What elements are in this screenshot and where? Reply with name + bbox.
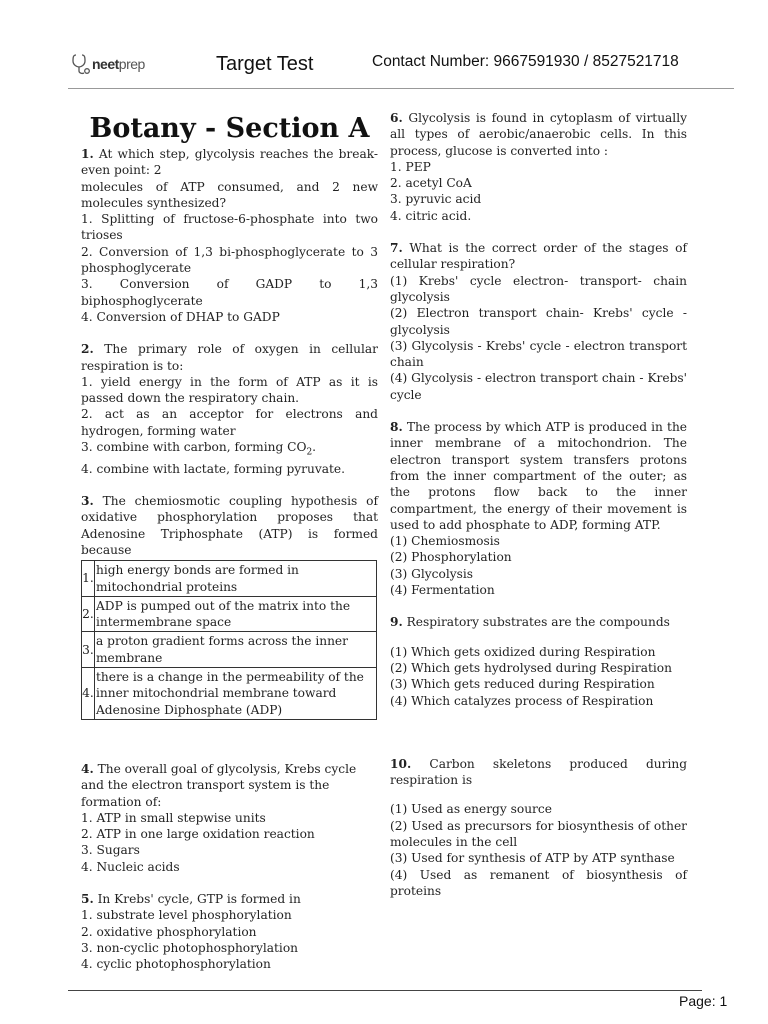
option: 3. non-cyclic photophosphorylation xyxy=(81,940,299,955)
question-text: Carbon skeletons produced during respiration is xyxy=(390,756,688,788)
table-row xyxy=(82,561,377,597)
option: 2. acetyl CoA xyxy=(390,176,472,191)
option: (1) Which gets oxidized during Respiration xyxy=(390,644,656,659)
question-3 xyxy=(81,493,378,720)
option-number: 2. xyxy=(82,596,95,632)
question-text: The chemiosmotic coupling hypothesis of oxidative phosphorylation proposes that Adenosine Triphosphate (ATP) is formed because xyxy=(81,494,378,557)
option: 3. combine with carbon, forming $CO_2$. xyxy=(81,440,317,458)
option: 2. act as an acceptor for electrons and hydrogen, forming water xyxy=(81,407,378,438)
option: 1. PEP xyxy=(390,159,431,174)
question-5 xyxy=(81,891,378,972)
question-number: 10. xyxy=(390,756,412,771)
header-contact: Contact Number: 9667591930 / 8527521718 xyxy=(372,53,679,70)
option: (4) Glycolysis - electron transport chain - Krebs' cycle xyxy=(390,371,687,402)
question-number: 1. xyxy=(81,147,94,161)
option-text: high energy bonds are formed in mitochondrial proteins xyxy=(95,561,377,597)
option: 4. Nucleic acids xyxy=(81,859,180,874)
left-column xyxy=(81,112,378,973)
option: 2. ATP in one large oxidation reaction xyxy=(81,827,315,842)
option: 3. Conversion of GADP to 1,3 biphosphoglycerate xyxy=(81,277,378,308)
question-1 xyxy=(81,146,378,325)
question-number: 9. xyxy=(390,615,403,630)
option: 1. Splitting of fructose-6-phosphate into two trioses xyxy=(81,212,378,243)
option: (2) Used as precursors for biosynthesis of other molecules in the cell xyxy=(390,818,687,849)
option: (4) Used as remanent of biosynthesis of proteins xyxy=(390,867,687,898)
option: (1) Used as energy source xyxy=(390,802,552,817)
question-9 xyxy=(390,614,687,708)
option: 2. Conversion of 1,3 bi-phosphoglycerate to 3 phosphoglycerate xyxy=(81,244,378,276)
options-table xyxy=(81,560,377,720)
option-number: 1. xyxy=(82,561,95,597)
option-text: ADP is pumped out of the matrix into the intermembrane space xyxy=(95,596,377,632)
option: 1. substrate level phosphorylation xyxy=(81,908,292,923)
question-number: 4. xyxy=(81,761,94,776)
question-text: The process by which ATP is produced in the inner membrane of a mitochondrion. The electron transport system transfers protons from the inner compartment of the outer; as the protons flow back to the inner compartment, the energy of their movement is used to add phosphate to ADP, forming ATP. xyxy=(390,420,688,532)
table-row xyxy=(82,668,377,720)
option: 3. Sugars xyxy=(81,843,140,858)
page-number: Page: 1 xyxy=(679,993,728,1009)
option: 1. ATP in small stepwise units xyxy=(81,810,266,825)
option: 1. yield energy in the form of ATP as it is passed down the respiratory chain. xyxy=(81,374,378,406)
question-10 xyxy=(390,756,687,899)
right-column xyxy=(390,110,687,899)
option: 4. combine with lactate, forming pyruvate. xyxy=(81,461,345,476)
option: 4. cyclic photophosphorylation xyxy=(81,957,271,972)
option: (4) Which catalyzes process of Respiration xyxy=(390,693,654,708)
page-header xyxy=(0,0,768,90)
option-number: 3. xyxy=(82,632,95,668)
question-text-cont: molecules of ATP consumed, and 2 new molecules synthesized? xyxy=(81,179,378,210)
subscript: 2 xyxy=(306,447,313,458)
option-text: a proton gradient forms across the inner membrane xyxy=(95,632,377,668)
question-8 xyxy=(390,419,687,598)
question-number: 2. xyxy=(81,342,94,357)
logo-prep: prep xyxy=(118,56,145,72)
question-text: At which step, glycolysis reaches the break-even point: 2 xyxy=(81,147,378,178)
option: (2) Which gets hydrolysed during Respiration xyxy=(390,660,672,675)
question-text: What is the correct order of the stages of cellular respiration? xyxy=(390,241,688,272)
option: (2) Phosphorylation xyxy=(390,550,512,565)
option: 4. Conversion of DHAP to GADP xyxy=(81,309,280,324)
question-number: 7. xyxy=(390,241,403,256)
option: (3) Which gets reduced during Respiration xyxy=(390,677,655,692)
neetprep-logo xyxy=(70,52,145,76)
option-text: there is a change in the permeability of the inner mitochondrial membrane toward Adenosine Diphosphate (ADP) xyxy=(95,668,377,720)
question-number: 8. xyxy=(390,420,403,435)
header-divider xyxy=(68,88,734,89)
section-title: Botany - Section A xyxy=(89,113,370,144)
option: 2. oxidative phosphorylation xyxy=(81,924,257,939)
question-2 xyxy=(81,341,378,477)
footer-divider xyxy=(68,990,702,991)
option: (1) Chemiosmosis xyxy=(390,534,500,549)
option: (3) Used for synthesis of ATP by ATP synthase xyxy=(390,851,675,866)
option-number: 4. xyxy=(82,668,95,720)
stethoscope-icon xyxy=(70,52,92,76)
question-text-cont: formation of: xyxy=(81,794,162,809)
option: 3. pyruvic acid xyxy=(390,192,482,207)
question-7 xyxy=(390,240,687,403)
option: (2) Electron transport chain- Krebs' cycle - glycolysis xyxy=(390,306,687,337)
question-text: In Krebs' cycle, GTP is formed in xyxy=(97,892,301,907)
question-number: 5. xyxy=(81,892,94,907)
question-6 xyxy=(390,110,687,224)
question-text: Glycolysis is found in cytoplasm of virtually all types of aerobic/anaerobic cells. In this process, glucose is converted into : xyxy=(390,111,687,158)
question-text: The primary role of oxygen in cellular respiration is to: xyxy=(81,342,379,373)
question-number: 3. xyxy=(81,494,94,509)
question-number: 6. xyxy=(390,111,403,125)
table-row xyxy=(82,632,377,668)
option: (3) Glycolysis xyxy=(390,566,474,581)
option: (4) Fermentation xyxy=(390,583,495,598)
option: (3) Glycolysis - Krebs' cycle - electron transport chain xyxy=(390,338,687,370)
question-text: The overall goal of glycolysis, Krebs cycle and the electron transport system is the xyxy=(81,761,357,793)
header-title: Target Test xyxy=(216,53,314,75)
option: 4. citric acid. xyxy=(390,208,472,223)
option: (1) Krebs' cycle electron- transport- chain glycolysis xyxy=(390,273,687,304)
logo-neet: neet xyxy=(92,56,119,72)
table-row xyxy=(82,596,377,632)
question-4 xyxy=(81,761,378,875)
question-text: Respiratory substrates are the compounds xyxy=(406,615,670,630)
